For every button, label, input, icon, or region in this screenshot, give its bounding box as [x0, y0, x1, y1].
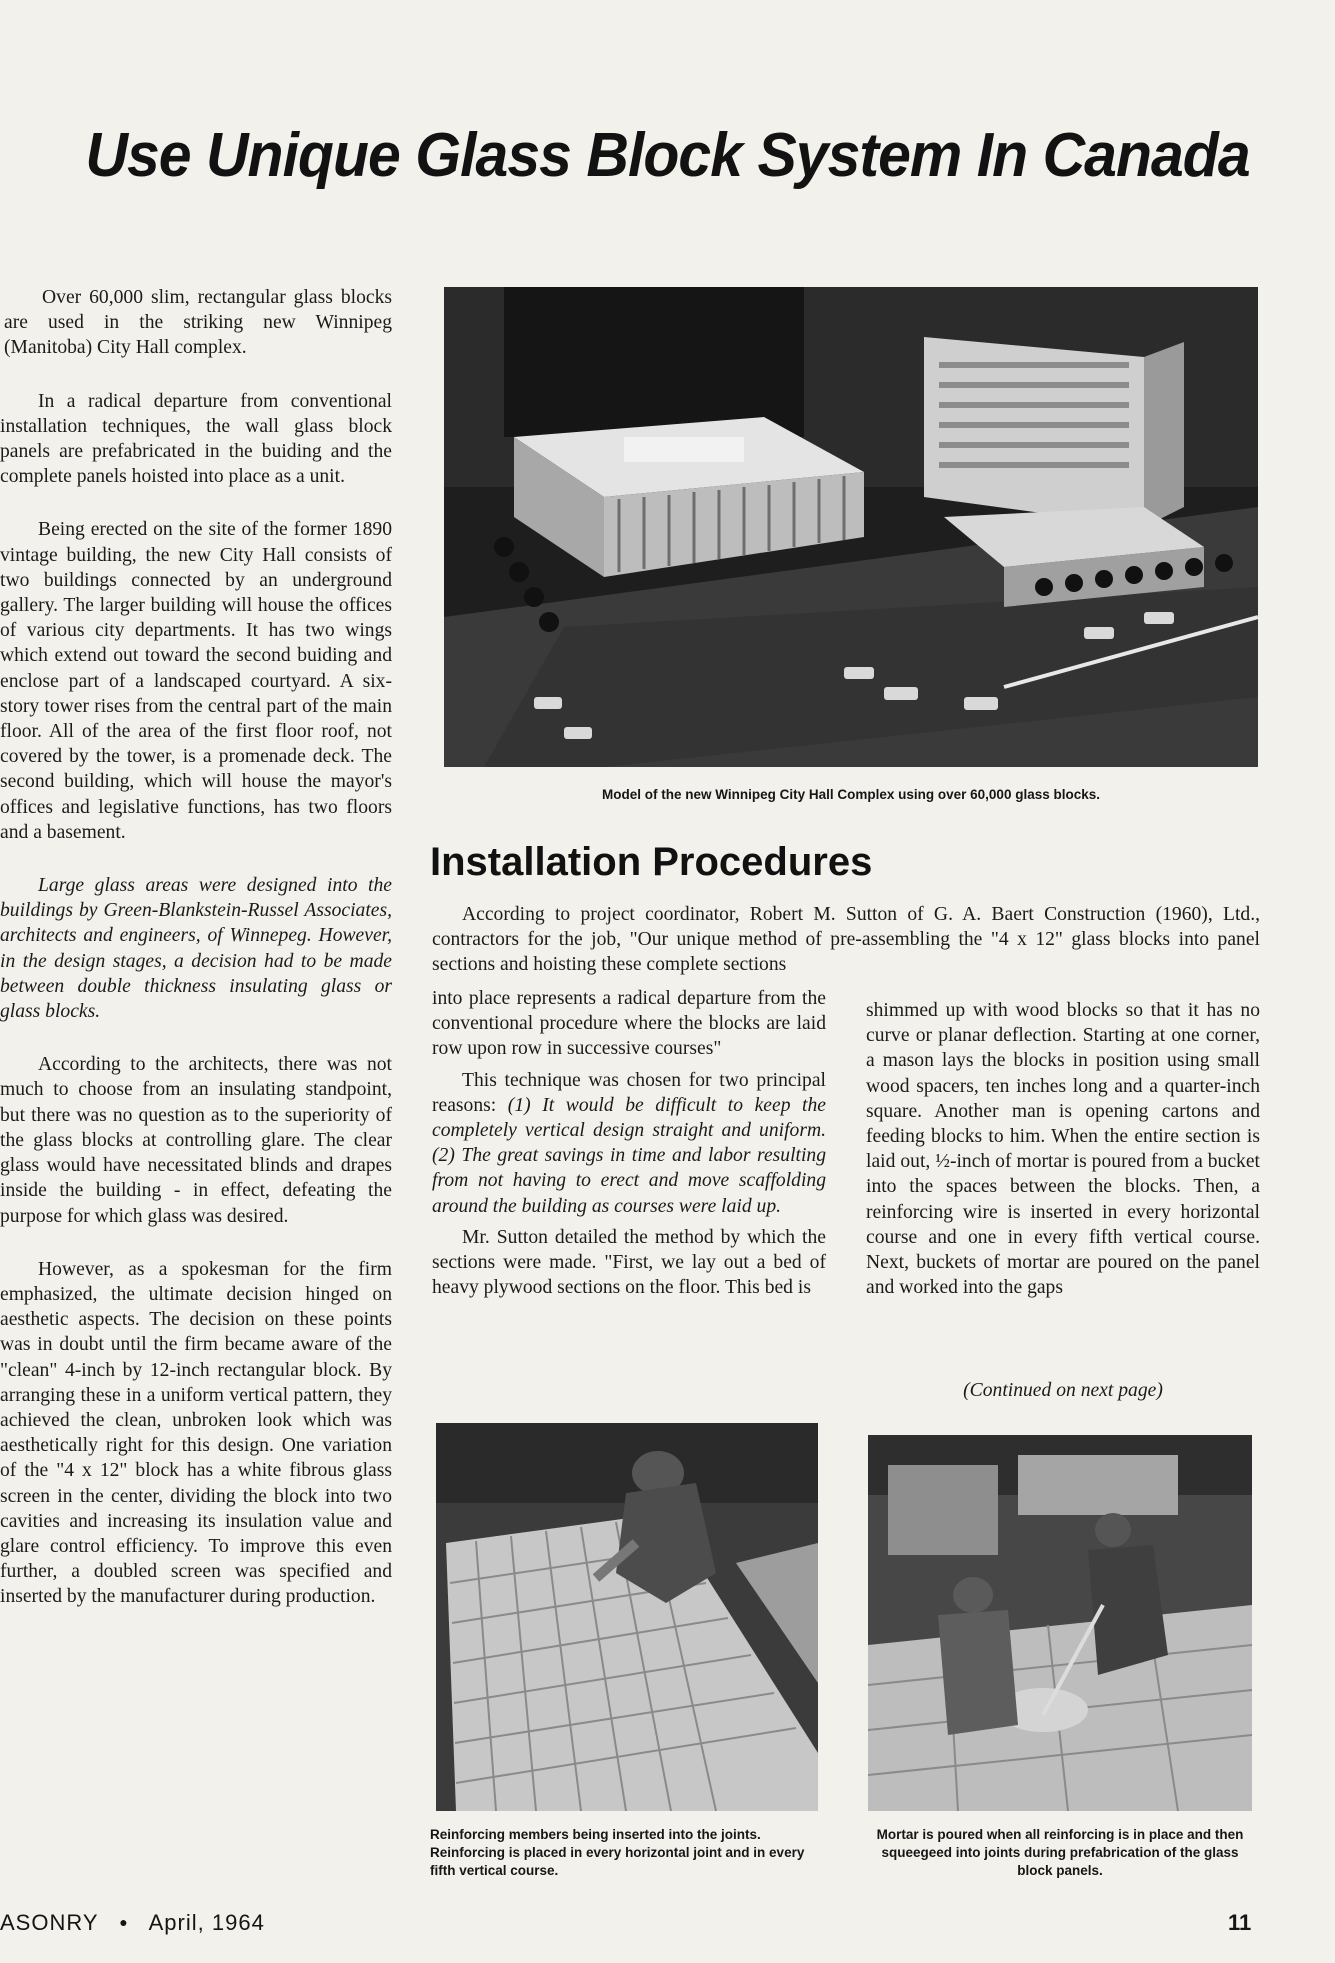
installation-intro: According to project coordinator, Robert M. Sutton of G. A. Baert Construction (1960), Ltd., contractors for the job, "Our unique method of pre-assembling the "4 x 12" glass blocks into panel sections and hoisting these complete sections [432, 904, 1260, 976]
right-column [866, 998, 1260, 1300]
mortar-photo [868, 1435, 1252, 1811]
reasons-italic: (1) It would be difficult to keep the completely vertical design straight and uniform. (2) The great savings in time and labor resulting from not having to erect and move scaffolding around the building as courses were laid up. [432, 1094, 826, 1217]
continued-note: (Continued on next page) [963, 1380, 1163, 1401]
footer-bullet: ● [119, 1914, 129, 1930]
city-hall-model-photo [444, 287, 1258, 767]
paragraph-site: Being erected on the site of the former 1890 vintage building, the new City Hall consists of two buildings connected by an underground gallery. The larger building will house the offices of various city departments. It has two wings which extend out toward the second buiding and enclose part of a landscaped courtyard. A six-story tower rises from the central part of the main floor. All of the area of the first floor roof, not covered by the tower, is a promenade deck. The second building, which will house the mayor's offices and legislative functions, has two floors and a basement. [0, 519, 392, 843]
reinforcing-caption: Reinforcing members being inserted into the joints. Reinforcing is placed in every horizontal joint and in every fifth vertical course. [430, 1827, 805, 1878]
section-heading: Installation Procedures [430, 840, 873, 884]
paragraph-insulation: According to the architects, there was not much to choose from an insulating standpoint, but there was no question as to the superiority of the glass blocks at controlling glare. The clear glass would have necessitated blinds and drapes inside the building - in effect, defeating the purpose for which glass was desired. [0, 1054, 392, 1227]
reasons-lead: This technique was chosen for two principal reasons: [432, 1069, 826, 1116]
page-number: 11 [1228, 1910, 1252, 1935]
paragraph-method: Mr. Sutton detailed the method by which the sections were made. "First, we lay out a bed of heavy plywood sections on the floor. This bed is [432, 1226, 826, 1299]
mortar-caption: Mortar is poured when all reinforcing is in place and then squeegeed into joints during prefabrication of the glass block panels. [876, 1827, 1244, 1878]
issue-date: April, 1964 [148, 1910, 265, 1935]
paragraph-prefab: In a radical departure from conventional installation techniques, the wall glass block panels are prefabricated in the buiding and the complete panels hoisted into place as a unit. [0, 390, 392, 488]
left-column [0, 285, 392, 1638]
paragraph-aesthetics: However, as a spokesman for the firm emphasized, the ultimate decision hinged on aesthetic aspects. The decision on these points was in doubt until the firm became aware of the "clean" 4-inch by 12-inch rectangular block. By arranging these in a uniform vertical pattern, they achieved the clean, unbroken look which was aesthetically right for this design. One variation of the "4 x 12" block has a white fibrous glass screen in the center, dividing the block into two cavities and increasing its insulation value and glare control efficiency. To improve this even further, a doubled screen was specified and inserted by the manufacturer during production. [0, 1258, 392, 1608]
footer-magazine-date [0, 1910, 265, 1936]
paragraph-shimmed: shimmed up with wood blocks so that it has no curve or planar deflection. Starting at one corner, a mason lays the blocks in position using small wood spacers, ten inches long and a quarter-inch square. Another man is opening cartons and feeding blocks to him. When the entire section is laid out, ½-inch of mortar is poured from a bucket into the spaces between the blocks. Then, a reinforcing wire is inserted in every horizontal course and one in every fifth vertical course. Next, buckets of mortar are poured on the panel and worked into the gaps [866, 1000, 1260, 1299]
reinforcing-photo [436, 1423, 818, 1811]
magazine-name: ASONRY [0, 1910, 99, 1935]
top-photo-caption: Model of the new Winnipeg City Hall Complex using over 60,000 glass blocks. [602, 787, 1100, 802]
article-title: Use Unique Glass Block System In Canada [85, 121, 1250, 190]
paragraph-two-reasons [432, 1068, 826, 1219]
paragraph-radical-departure: into place represents a radical departure from the conventional procedure where the blocks are laid row upon row in successive courses" [432, 988, 826, 1060]
middle-column [432, 986, 826, 1300]
paragraph-intro: Over 60,000 slim, rectangular glass blocks are used in the striking new Winnipeg (Manitoba) City Hall complex. [4, 287, 392, 359]
paragraph-architects: Large glass areas were designed into the buildings by Green-Blankstein-Russel Associates, architects and engineers, of Winnepeg. However, in the design stages, a decision had to be made between double thickness insulating glass or glass blocks. [0, 875, 392, 1023]
